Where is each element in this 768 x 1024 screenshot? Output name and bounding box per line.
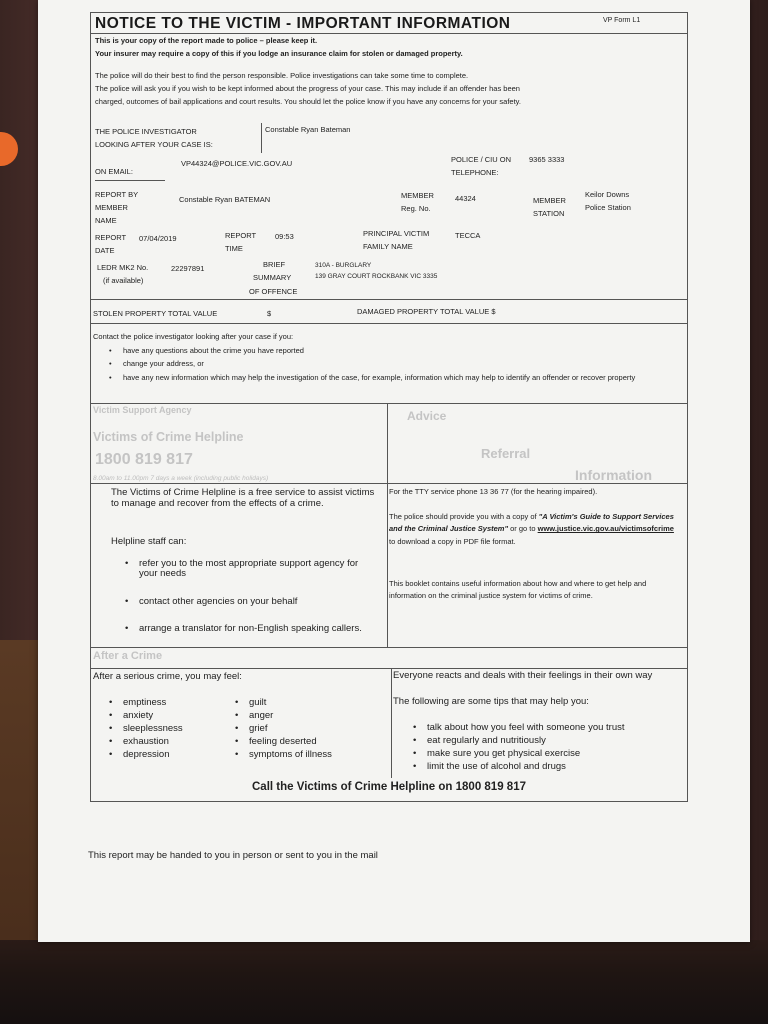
feeling-item: • sleeplessness [105,723,183,736]
feeling-item: • exhaustion [105,736,183,749]
form-number: VP Form L1 [603,17,641,24]
member-reg-value: 44324 [455,194,476,203]
email-value: VP44324@POLICE.VIC.GOV.AU [181,159,293,168]
paper-sheet [38,0,750,942]
tips-list [409,722,625,774]
feeling-item: • anxiety [105,710,183,723]
feeling-item: • grief [231,723,332,736]
feeling-item: • emptiness [105,697,183,710]
victim-label-2: FAMILY NAME [363,242,413,251]
tty-text: For the TTY service phone 13 36 77 (for the hearing impaired). [389,487,598,496]
staff-list [121,559,371,633]
intro-line-1: This is your copy of the report made to police – please keep it. [95,36,318,45]
report-date-label-2: DATE [95,246,115,255]
guide-post: to download a copy in PDF file format. [389,536,516,546]
footer-note: This report may be handed to you in person or sent to you in the mail [88,850,378,861]
form-title: NOTICE TO THE VICTIM - IMPORTANT INFORMATION [95,15,511,32]
intro-para-1: The police will do their best to find the person responsible. Police investigations can take some time to complete. [95,71,469,80]
feel-intro: After a serious crime, you may feel: [93,671,242,682]
stolen-value: $ [267,309,272,318]
brief-value-1: 310A - BURGLARY [315,262,372,269]
report-time-label-2: TIME [225,244,243,253]
member-station-value-1: Keilor Downs [585,190,630,199]
helpline-number: 1800 819 817 [95,451,193,468]
member-reg-label-2: Reg. No. [401,204,431,213]
guide-pre: The police should provide you with a copy of [389,512,539,521]
feeling-item: • symptoms of illness [231,749,332,762]
tip-item: • eat regularly and nutritiously [409,735,625,748]
tip-item: • limit the use of alcohol and drugs [409,761,625,774]
report-by-value: Constable Ryan BATEMAN [179,195,271,204]
victim-value: TECCA [455,231,481,240]
investigator-label-1: THE POLICE INVESTIGATOR [95,127,197,136]
ledr-value: 22297891 [171,264,205,273]
contact-item: • have any new information which may help the investigation of the case, for example, information which may help to identify an offender or recover property [105,373,665,382]
notice-form [90,12,688,802]
report-time-value: 09:53 [275,232,294,241]
feelings-col-2 [231,697,332,762]
tip-item: • talk about how you feel with someone you trust [409,722,625,735]
guide-paragraph [389,511,681,548]
feelings-col-1 [105,697,183,762]
intro-para-3: charged, outcomes of bail applications and court results. You should let the police know if you have any concerns for your safety. [95,97,521,106]
contact-intro: Contact the police investigator looking after your case if you: [93,332,294,341]
helpline-name: Victims of Crime Helpline [93,430,244,444]
feeling-item: • anger [231,710,332,723]
report-date-value: 07/04/2019 [139,234,177,243]
guide-title: "A Victim's Guide to Support Services and the Criminal Justice System" [389,512,674,534]
member-station-label-2: STATION [533,209,565,218]
stolen-label: STOLEN PROPERTY TOTAL VALUE [93,309,218,318]
information-heading: Information [575,467,652,483]
feeling-item: • feeling deserted [231,736,332,749]
helpline-hours: 8.00am to 11.00pm 7 days a week (including public holidays) [93,475,269,482]
advice-heading: Advice [407,409,447,423]
report-by-label-2: MEMBER [95,203,128,212]
feeling-item: • guilt [231,697,332,710]
phone-value: 9365 3333 [529,155,565,164]
brief-label-3: OF OFFENCE [249,287,298,296]
referral-heading: Referral [481,446,531,461]
table-edge [0,640,40,940]
brief-label-1: BRIEF [263,260,286,269]
brief-value-2: 139 GRAY COURT ROCKBANK VIC 3335 [315,273,438,280]
call-helpline-line: Call the Victims of Crime Helpline on 1800 819 817 [252,781,526,793]
phone-label-1: POLICE / CIU ON [451,155,512,164]
tip-item: • make sure you get physical exercise [409,748,625,761]
report-date-label-1: REPORT [95,233,127,242]
contact-item: • change your address, or [105,359,665,368]
orange-object [0,132,18,166]
contact-item: • have any questions about the crime you have reported [105,346,665,355]
email-label: ON EMAIL: [95,167,133,176]
ledr-label-1: LEDR MK2 No. [97,263,149,272]
report-by-label-3: NAME [95,216,117,225]
staff-item: • contact other agencies on your behalf [121,597,371,607]
report-time-label-1: REPORT [225,231,257,240]
reacts-text: Everyone reacts and deals with their feelings in their own way [393,670,653,681]
guide-mid: or go to [508,524,538,534]
report-by-label-1: REPORT BY [95,190,139,199]
phone-label-2: TELEPHONE: [451,168,499,177]
victim-label-1: PRINCIPAL VICTIM [363,229,430,238]
member-station-label-1: MEMBER [533,196,566,205]
investigator-value: Constable Ryan Bateman [265,125,351,134]
tips-intro: The following are some tips that may help you: [393,696,589,707]
intro-line-2: Your insurer may require a copy of this if you lodge an insurance claim for stolen or damaged property. [95,49,463,58]
intro-para-2: The police will ask you if you wish to be kept informed about the progress of your case. This may include if an offender has been [95,84,520,93]
contact-list [105,346,665,382]
member-reg-label-1: MEMBER [401,191,434,200]
staff-can: Helpline staff can: [111,536,187,547]
feeling-item: • depression [105,749,183,762]
ledr-label-2: (if available) [103,276,144,285]
helpline-description: The Victims of Crime Helpline is a free service to assist victims to manage and recover from the effects of a crime. [111,487,375,510]
brief-label-2: SUMMARY [253,273,292,282]
investigator-label-2: LOOKING AFTER YOUR CASE IS: [95,140,213,149]
damaged-label: DAMAGED PROPERTY TOTAL VALUE $ [357,307,496,316]
agency-heading: Victim Support Agency [93,405,192,415]
booklet-text: This booklet contains useful information about how and where to get help and information on the criminal justice system for victims of crime. [389,579,647,601]
staff-item: • arrange a translator for non-English speaking callers. [121,624,371,634]
staff-item: • refer you to the most appropriate support agency for your needs [121,559,371,578]
member-station-value-2: Police Station [585,203,631,212]
after-heading: After a Crime [93,650,163,662]
guide-link[interactable]: www.justice.vic.gov.au/victimsofcrime [537,524,674,534]
floor-background [0,940,768,1024]
